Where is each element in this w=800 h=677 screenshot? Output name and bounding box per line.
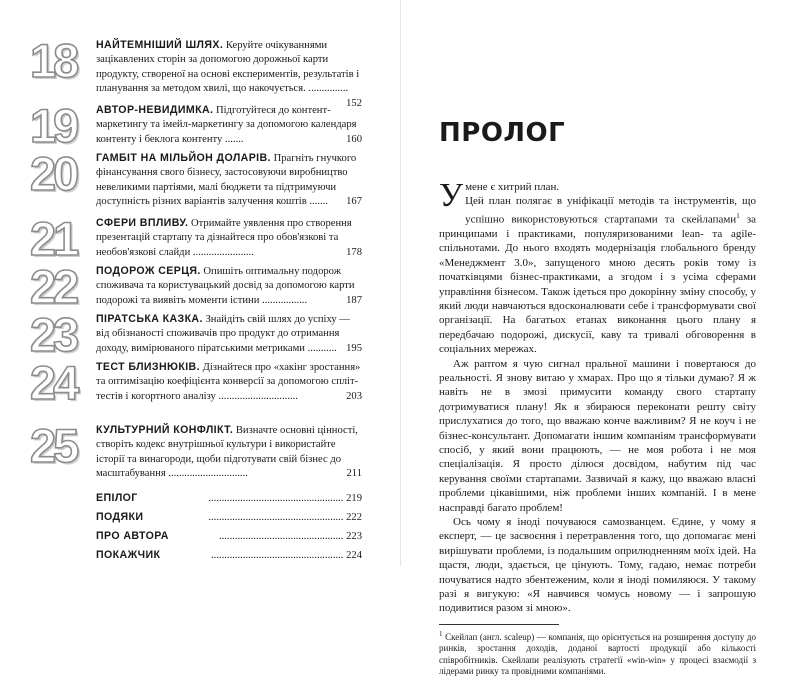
toc-entry-25 <box>30 419 362 489</box>
toc-leader-dots: ................. <box>262 294 308 306</box>
toc-extra-label: ПРО АВТОРА <box>96 530 169 542</box>
toc-page-number: 203 <box>346 390 362 402</box>
toc-page-number: 223 <box>346 531 362 542</box>
prologue-page <box>400 0 800 677</box>
toc-entry-desc: Знайдіть свій шлях до успіху — від обізнаності споживачів про продукт до отримання доходу, вимірюваного піратськими метриками <box>96 314 350 354</box>
toc-index <box>96 546 362 565</box>
toc-leader-dots: .................................................. <box>211 550 344 561</box>
paragraph-text: Цей план полягає в уніфікації методів та інструментів, що успішно використовуються стартапами та скейлапами <box>465 195 756 226</box>
toc-extra-label: ПОДЯКИ <box>96 511 144 523</box>
chapter-number: 19 <box>30 99 77 152</box>
toc-leader-dots: ........... <box>307 342 337 354</box>
toc-extra-label: ПОКАЖЧИК <box>96 549 161 561</box>
toc-entry-23 <box>30 308 362 361</box>
paragraph-3: Ось чому я іноді почуваюся самозванцем. Єдине, у чому я експерт, — це засвоєння і перетравлення того, що допомагає мені вирішувати проблеми, із подальшим оприлюдненням моїх ідей. На щастя, люди, здається, це цінують. Тому, гадаю, немає потреби почуватися надто збентеженим, коли я іноді помиляюся. У такому разі я вигукую: «Я навчився чомусь новому — і запрошую подивитися разом зі мною». <box>439 516 756 615</box>
toc-page-number: 222 <box>346 512 362 523</box>
toc-entry-title: СФЕРИ ВПЛИВУ. <box>96 217 189 229</box>
toc-acknowledgements <box>96 508 362 527</box>
toc-entry-title: КУЛЬТУРНИЙ КОНФЛІКТ. <box>96 424 234 436</box>
toc-entry-desc: Дізнайтеся про «хакінг зростання» та оптимізацію коефіцієнта конверсії за допомогою спліт-тестів і когортного аналізу <box>96 362 361 402</box>
toc-entry-body <box>96 216 362 264</box>
chapter-number: 24 <box>30 356 77 409</box>
toc-page-number: 224 <box>346 550 362 561</box>
toc-entry-desc: Визначте основні цінності, створіть кодекс внутрішньої культури і використайте історії та винагороди, щоби підготувати свій бізнес до масштабування <box>96 425 358 480</box>
toc-entry-19 <box>30 99 362 152</box>
toc-page-number: 187 <box>346 294 362 306</box>
toc-entry-24 <box>30 356 362 423</box>
chapter-number: 21 <box>30 212 77 265</box>
chapter-number: 20 <box>30 147 77 200</box>
toc-leader-dots: ............... <box>308 83 349 95</box>
toc-extra-dots-page <box>208 508 362 527</box>
drop-cap: У <box>439 177 464 214</box>
toc-entry-21 <box>30 212 362 265</box>
toc-extra-label: ЕПІЛОГ <box>96 492 138 504</box>
toc-leader-dots: ....................... <box>192 246 254 258</box>
toc-leader-dots: ............................................... <box>218 531 344 542</box>
toc-entry-title: ПОДОРОЖ СЕРЦЯ. <box>96 265 201 277</box>
toc-entry-desc: Опишіть оптимальну подорож споживача та користувацький досвід за допомогою карти подорожі та виявіть моменти істини <box>96 266 355 306</box>
toc-leader-dots: ................................................... <box>208 493 344 504</box>
toc-page <box>0 0 400 566</box>
toc-entry-desc: Прагніть гнучкого фінансування свого бізнесу, застосовуючи виробництво невеликими партіями, малі бюджети та підтримуючи доступність різних варіантів залучення коштів <box>96 153 357 208</box>
toc-page-number: 195 <box>346 342 362 354</box>
toc-page-number: 167 <box>346 196 362 208</box>
toc-leader-dots: ....... <box>309 196 328 208</box>
toc-about-author <box>96 527 362 546</box>
toc-leader-dots: .............................. <box>168 468 248 480</box>
paragraph-text: за принципами і практиками, популяризованими lean- та agile-спільнотами. До нього входять модернізація глобального бренду «Менеджмент 3.0», запущеного мною десять років тому із початківцями бізнес-практиками, а згодом і з усіма сферами управління бізнесом. Також ідеться про докорінну зміну способу, у який люди навчаються вдосконалювати себе і трансформувати свої організації. На багатьох етапах виконання цього плану я передбачаю подорожі, дискусії, каву та тривалі обговорення в соціальних мережах. <box>439 213 756 356</box>
toc-page-number: 152 <box>346 97 362 109</box>
toc-entry-title: ТЕСТ БЛИЗНЮКІВ. <box>96 361 200 373</box>
toc-entry-desc: Отримайте уявлення про створення презентацій стартапу та дізнайтеся про обов'язкові та необов'язкові слайди <box>96 218 352 258</box>
toc-page-number: 219 <box>346 493 362 504</box>
toc-entry-title: ПІРАТСЬКА КАЗКА. <box>96 313 203 325</box>
toc-entry-title: НАЙТЕМНІШИЙ ШЛЯХ. <box>96 39 224 51</box>
toc-entry-20 <box>30 147 362 216</box>
toc-entry-body <box>96 38 362 109</box>
footnote-marker: 1 <box>439 629 443 638</box>
toc-entry-desc: Керуйте очікуваннями зацікавлених сторін за допомогою дорожньої карти продукту, створеної на основі експериментів, результатів і планування за методом хвилі, що накочується. <box>96 40 360 95</box>
toc-leader-dots: ................................................... <box>208 512 344 523</box>
toc-entry-body <box>96 151 362 216</box>
toc-page-number: 178 <box>346 246 362 258</box>
toc-extra-dots-page <box>211 546 362 565</box>
footnote-divider <box>439 624 559 625</box>
toc-leader-dots: ....... <box>225 133 244 145</box>
toc-entry-desc: Підготуйтеся до контент-маркетингу та імейл-маркетингу за допомогою календаря контенту і беклога контенту <box>96 105 357 145</box>
toc-entry-body <box>96 312 362 360</box>
footnote <box>439 629 756 677</box>
toc-page-number: 160 <box>346 133 362 145</box>
toc-entry-body <box>96 264 362 312</box>
paragraph-lead: мене є хитрий план. <box>465 181 560 193</box>
toc-extra-dots-page <box>208 489 362 508</box>
toc-entry-18 <box>30 34 362 109</box>
toc-leader-dots: .............................. <box>218 390 298 402</box>
paragraph-2: Аж раптом я чую сигнал пральної машини і повертаюся до реальності. Я знову витаю у хмарах. Про що я тільки думаю? Я ж навіть не в змозі примусити команду свого стартапу дотримуватися плану! Як я збираюся переконати решту світу прислухатися до того, що вважаю конче важливим? Я не коуч і не бізнес-консультант. Допомагати іншим компаніям трансформувати спосіб, у який вони працюють, — не моя робота і не моя спеціалізація. Я просто ділюся досвідом, набутим під час керування своїми стартапами. Зазвичай я кажу, що вважаю власні проблеми цікавішими, ніж проблеми інших компаній. І в мене насправді багато проблем! <box>439 357 756 514</box>
chapter-number: 23 <box>30 308 77 361</box>
toc-entry-body <box>96 423 362 489</box>
toc-entry-title: АВТОР-НЕВИДИМКА. <box>96 104 214 116</box>
paragraph-1 <box>439 177 756 357</box>
chapter-number: 18 <box>30 34 77 87</box>
chapter-number: 25 <box>30 419 77 472</box>
toc-entry-body <box>96 103 362 151</box>
footnote-marker: 1 <box>736 211 740 220</box>
page-title: ПРОЛОГ <box>439 118 566 148</box>
toc-epilogue <box>96 489 362 508</box>
toc-entry-22 <box>30 260 362 313</box>
footnote-text: Скейлап (англ. scaleup) — компанія, що орієнтується на розширення доступу до ринків, зростання доходів, доданої вартості продукції або кількості співробітників. Скейлапи реалізують стратегії «win-win» у процесі взаємодії з лідерами ринку та провідними компаніями. <box>439 631 757 677</box>
prologue-body <box>439 177 756 616</box>
chapter-number: 22 <box>30 260 77 313</box>
toc-entry-body <box>96 360 362 423</box>
toc-page-number: 211 <box>346 468 362 480</box>
toc-extra-dots-page <box>219 527 362 546</box>
toc-entry-title: ГАМБІТ НА МІЛЬЙОН ДОЛАРІВ. <box>96 152 271 164</box>
